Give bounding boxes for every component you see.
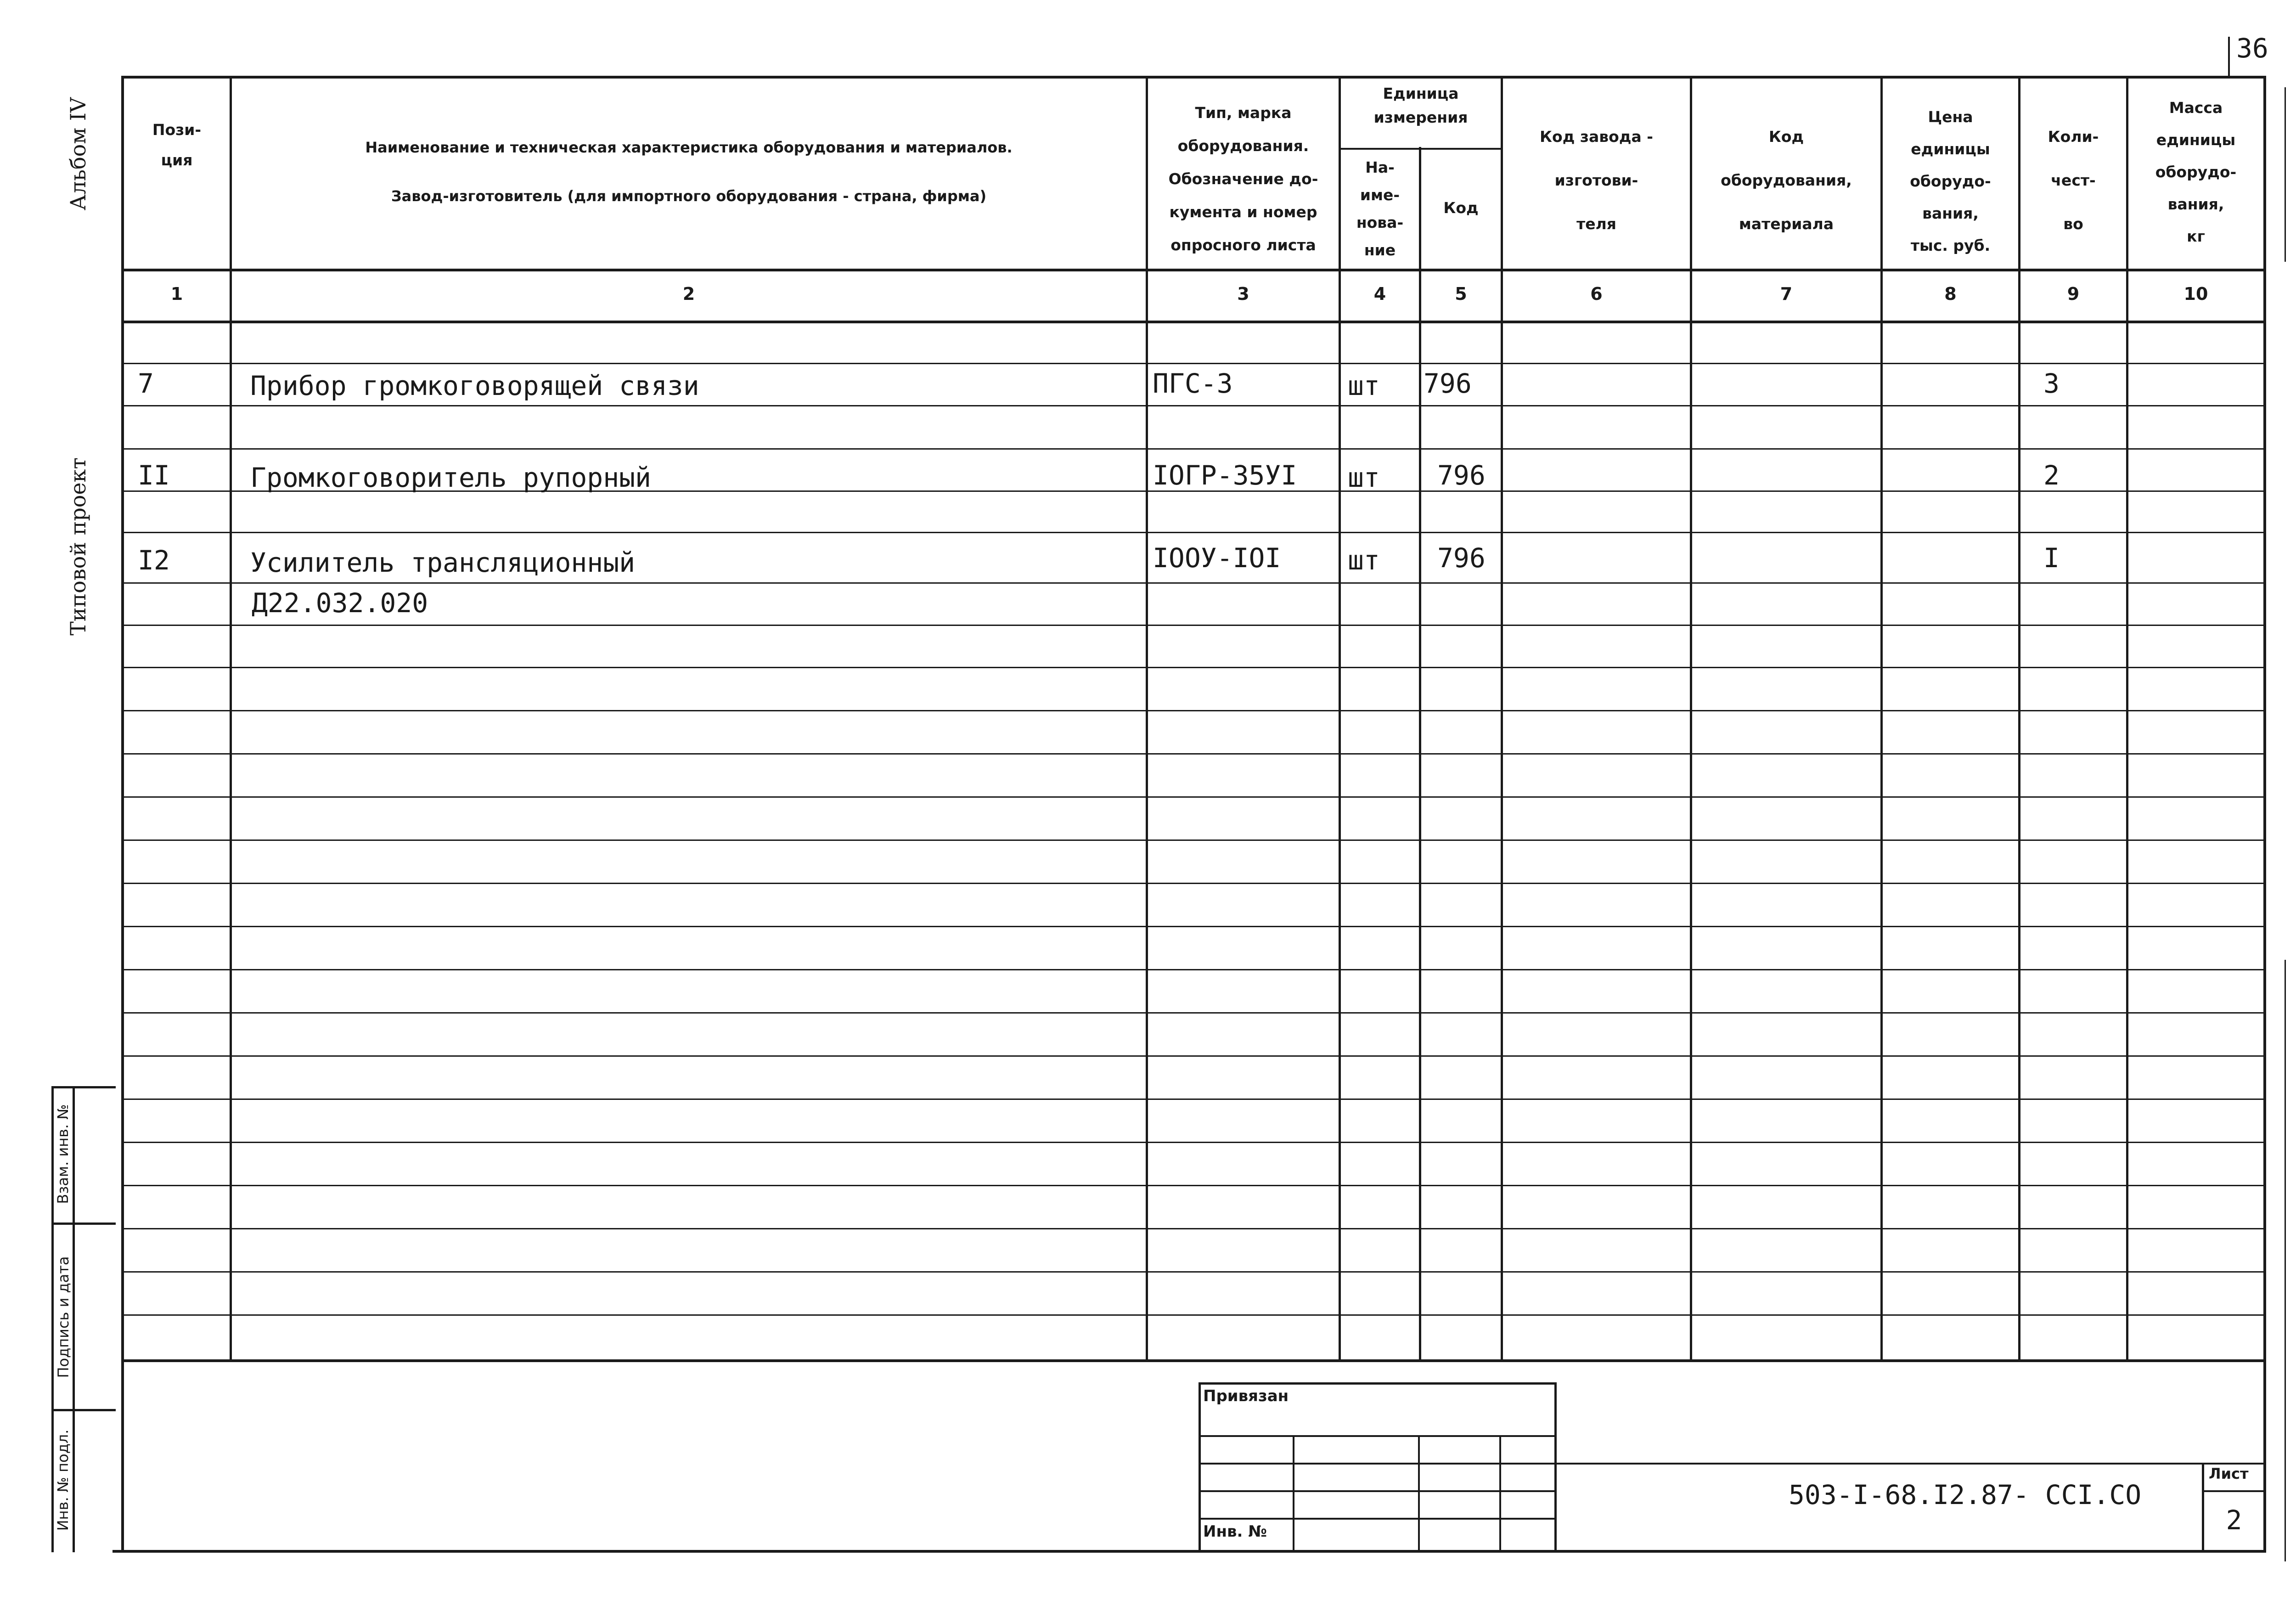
row-qty: 2 [2043, 460, 2060, 491]
row-unit: шт [1348, 462, 1380, 493]
row-code: 796 [1424, 368, 1472, 399]
row-name: Прибор громкоговорящей связи [250, 370, 699, 401]
row-name-designation: Д22.032.020 [252, 587, 428, 619]
header-col2: Наименование и техническая характеристика оборудования и материалов. Завод-изготовитель (для импортного оборудования - страна, фирма) [365, 139, 1013, 205]
colnum-10: 10 [2183, 284, 2208, 304]
colnum-5: 5 [1455, 284, 1467, 304]
row-qty: I [2043, 542, 2060, 574]
stamp-vzam-inv: Взам. инв. № [54, 1104, 72, 1204]
header-col6: Код завода - изготови- теля [1540, 128, 1653, 233]
page-number-tick [2228, 37, 2230, 78]
sheet-label: Лист [2209, 1465, 2249, 1482]
row-type: ПГС-3 [1153, 368, 1233, 399]
row-unit: шт [1348, 545, 1380, 576]
colnum-6: 6 [1590, 284, 1603, 304]
scan-edge-mark [2285, 960, 2286, 1561]
header-col1: Пози- ция [152, 121, 202, 169]
colnum-1: 1 [170, 284, 183, 304]
colnum-7: 7 [1780, 284, 1793, 304]
document-code: 503-I-68.I2.87- ССI.СО [1789, 1479, 2142, 1510]
stamp-inv-podl: Инв. № подл. [54, 1429, 72, 1531]
row-name: Громкоговоритель рупорный [250, 462, 651, 493]
header-unit-group: Единица измерения [1373, 85, 1468, 126]
row-position: I2 [138, 545, 170, 576]
row-unit: шт [1348, 370, 1380, 401]
sheet-number: 2 [2226, 1504, 2242, 1536]
header-col8: Цена единицы оборудо- вания, тыс. руб. [1910, 108, 1991, 254]
scan-edge-mark [2285, 87, 2286, 262]
colnum-3: 3 [1237, 284, 1249, 304]
colnum-2: 2 [682, 284, 695, 304]
row-name: Усилитель трансляционный [250, 547, 636, 578]
header-col10: Масса единицы оборудо- вания, кг [2155, 99, 2237, 245]
album-label: Альбом IV [66, 97, 90, 211]
project-label: Типовой проект [66, 457, 90, 636]
row-type: IOГР-35УI [1153, 460, 1297, 491]
inv-no-label: Инв. № [1203, 1522, 1267, 1541]
row-qty: 3 [2043, 368, 2060, 399]
header-col5: Код [1443, 199, 1479, 217]
colnum-8: 8 [1944, 284, 1957, 304]
colnum-4: 4 [1373, 284, 1386, 304]
row-type: IOOУ-IOI [1153, 542, 1281, 574]
row-position: II [138, 460, 170, 491]
header-col7: Код оборудования, материала [1721, 128, 1852, 233]
header-col4: На- име- нова- ние [1356, 158, 1404, 259]
page-number: 36 [2236, 33, 2268, 64]
header-col3: Тип, марка оборудования. Обозначение до- кумента и номер опросного листа [1168, 104, 1318, 254]
row-code: 796 [1437, 460, 1486, 491]
attached-label: Привязан [1203, 1387, 1289, 1405]
row-position: 7 [138, 368, 154, 399]
header-col9: Коли- чест- во [2048, 128, 2099, 233]
colnum-9: 9 [2067, 284, 2080, 304]
stamp-signature-date: Подпись и дата [55, 1256, 72, 1378]
row-code: 796 [1437, 542, 1486, 574]
